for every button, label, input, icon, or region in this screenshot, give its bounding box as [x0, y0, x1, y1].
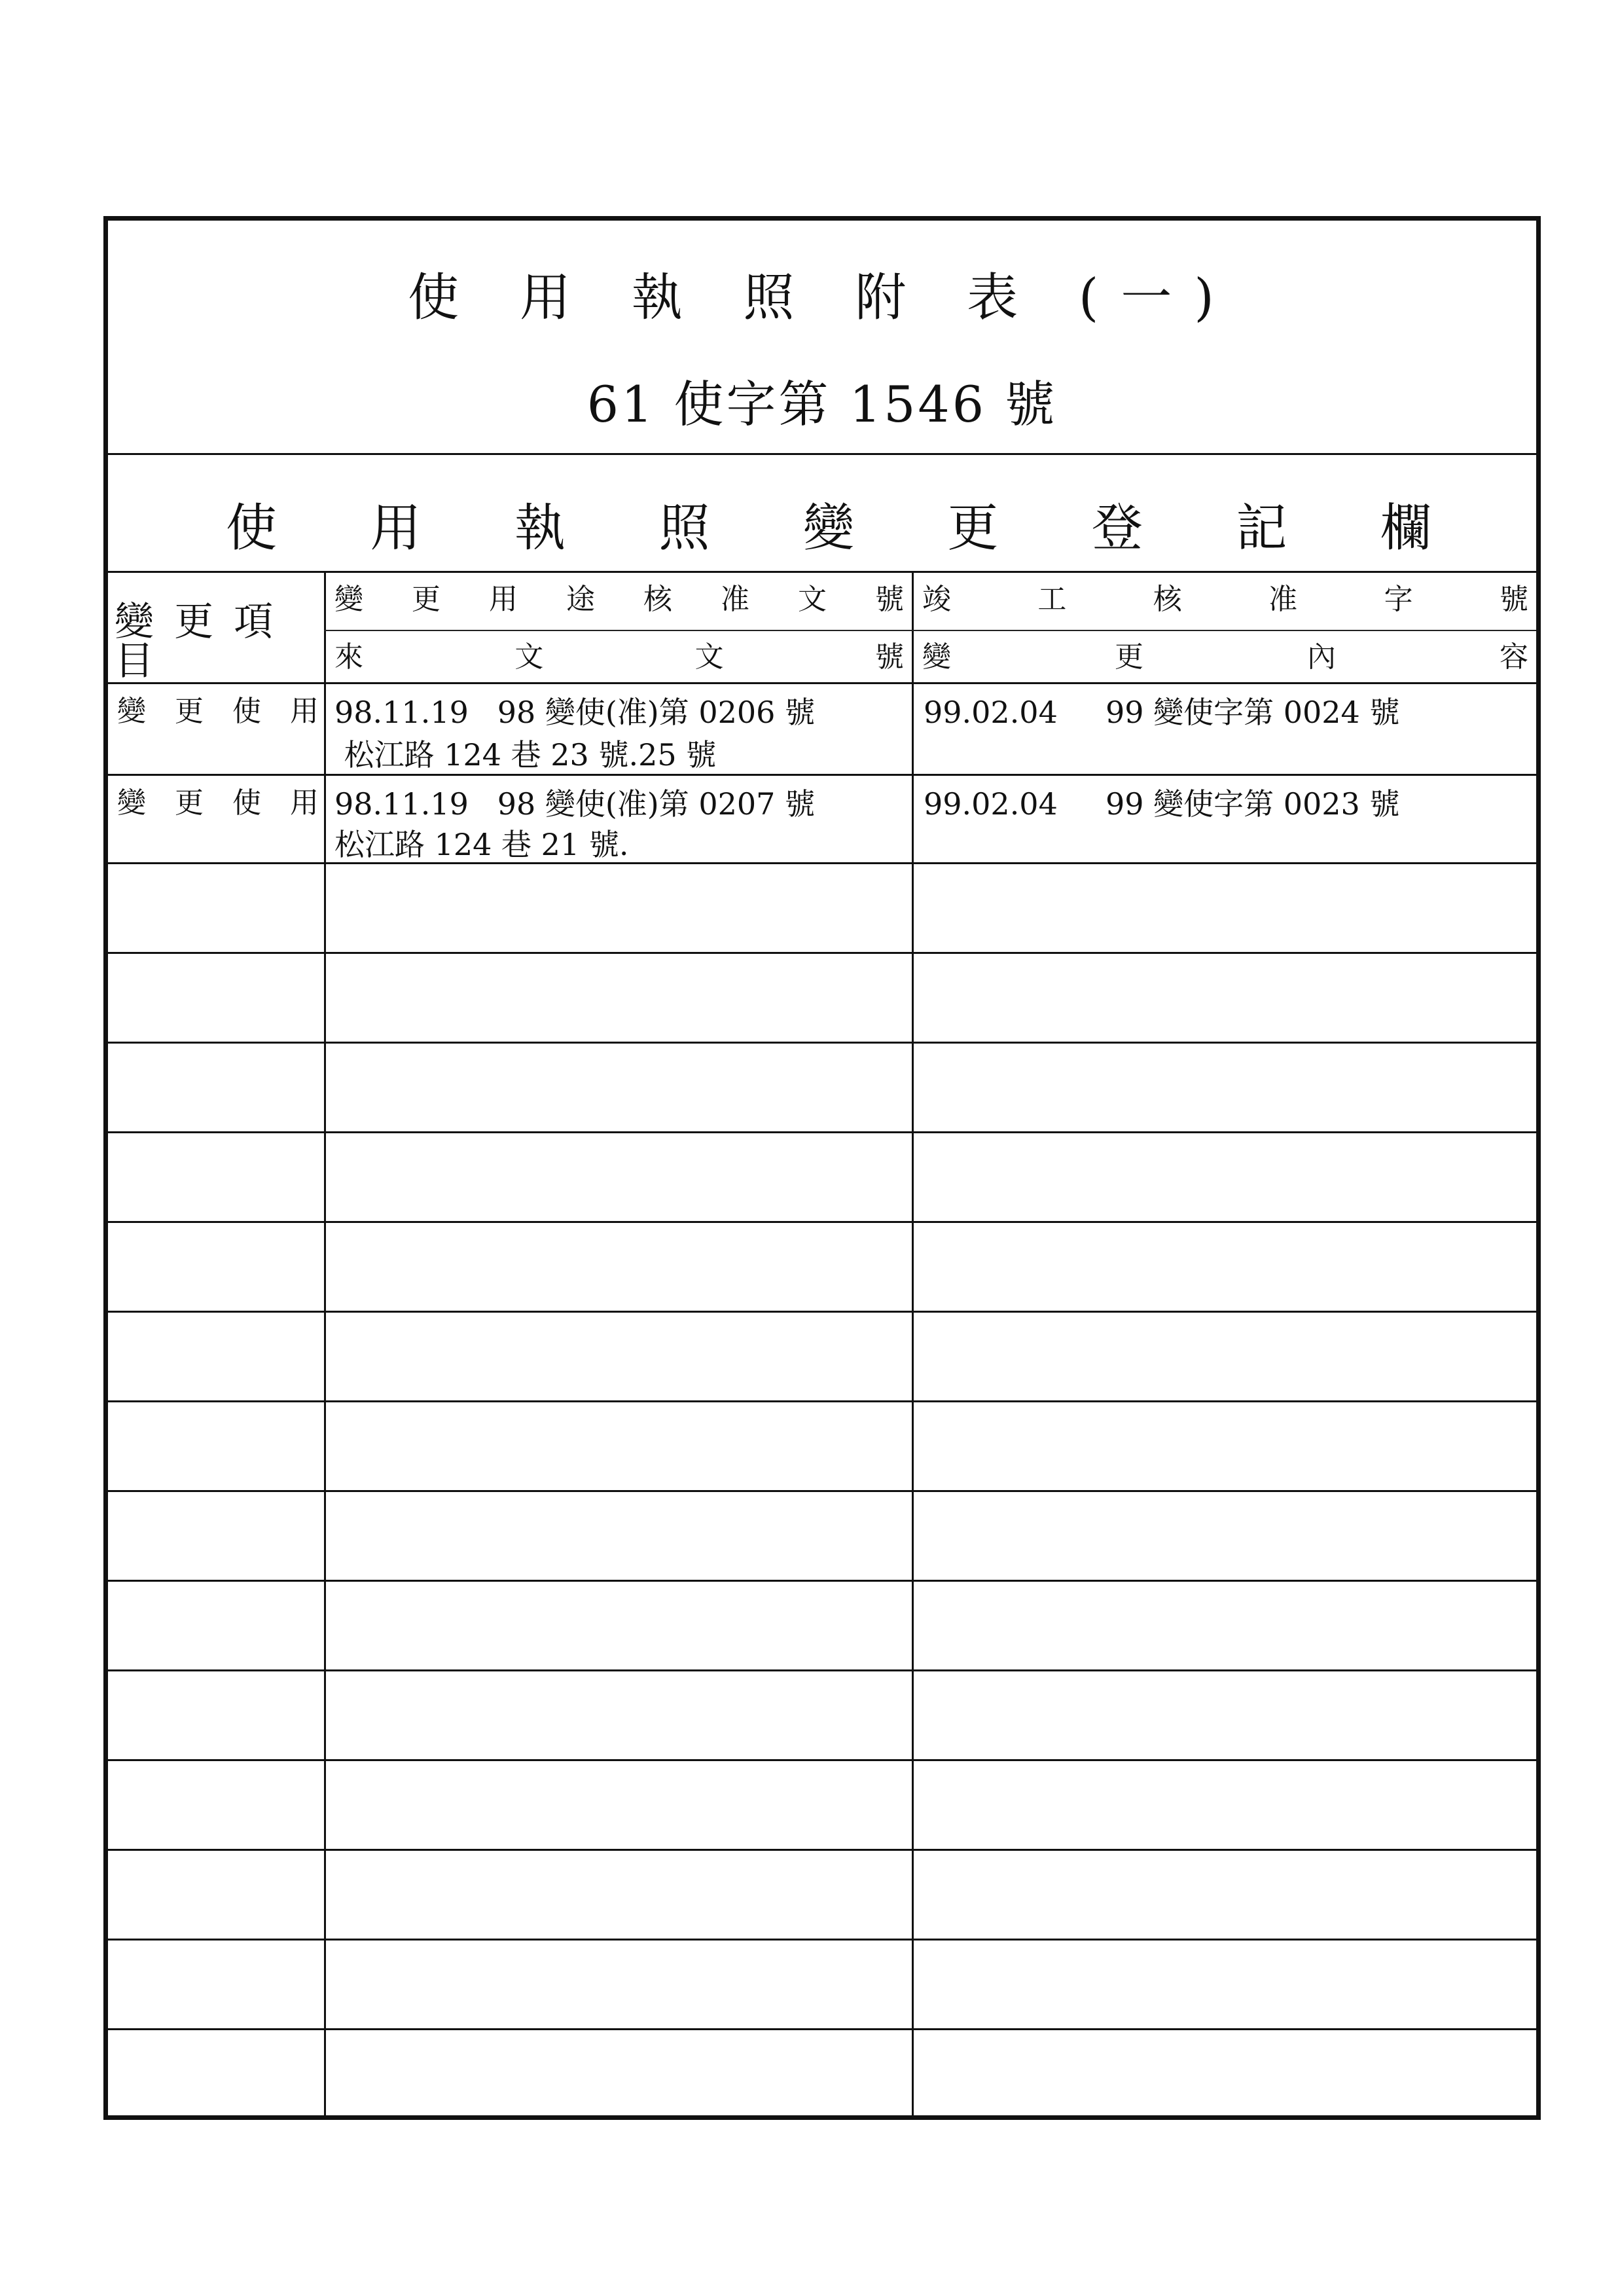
row-divider: [108, 1759, 1536, 1761]
register-table: [108, 571, 1536, 2115]
register-heading-text: 使 用 執 照 變 更 登 記 欄: [226, 499, 1431, 558]
row-divider: [108, 1311, 1536, 1313]
row-divider: [108, 682, 1536, 684]
row-1-address: 松江路 124 巷 23 號.25 號: [334, 737, 717, 773]
row-divider: [108, 1400, 1536, 1402]
row-2-completion-number: 99.02.04 99 變使字第 0023 號: [924, 786, 1400, 822]
row-2-item: 變 更 使 用: [117, 786, 319, 820]
row-divider: [108, 2028, 1536, 2030]
column-header-item: 變 更 項 目: [115, 599, 278, 684]
license-number: 61 使字第 1546 號: [586, 375, 1058, 433]
register-heading: [108, 453, 1536, 573]
row-divider: [108, 774, 1536, 776]
title-block: [108, 221, 1536, 455]
column-header-incoming-doc: 來 文 文 號: [334, 640, 904, 674]
row-divider: [108, 952, 1536, 954]
form-title: 使 用 執 照 附 表 (一): [408, 268, 1236, 327]
row-divider: [108, 1490, 1536, 1492]
row-divider: [108, 1939, 1536, 1941]
row-2-approval-number: 98.11.19 98 變使(准)第 0207 號: [334, 786, 816, 822]
row-divider: [108, 1042, 1536, 1044]
header-subdivider: [324, 630, 1536, 631]
row-1-approval-number: 98.11.19 98 變使(准)第 0206 號: [334, 695, 816, 730]
row-divider: [108, 1669, 1536, 1671]
change-registration-form: [103, 216, 1541, 2120]
row-1-completion-number: 99.02.04 99 變使字第 0024 號: [924, 695, 1400, 730]
row-divider: [108, 862, 1536, 864]
column-header-approval-doc: 變 更 用 途 核 准 文 號: [334, 583, 904, 616]
column-header-completion: 竣 工 核 准 字 號: [922, 583, 1528, 616]
row-divider: [108, 1131, 1536, 1133]
column-header-change-content: 變 更 內 容: [922, 640, 1528, 674]
row-2-address: 松江路 124 巷 21 號.: [334, 827, 629, 862]
column-divider: [324, 571, 326, 2115]
row-divider: [108, 1221, 1536, 1223]
row-1-item: 變 更 使 用: [117, 695, 319, 728]
row-divider: [108, 1580, 1536, 1582]
column-divider: [912, 571, 914, 2115]
row-divider: [108, 1849, 1536, 1851]
